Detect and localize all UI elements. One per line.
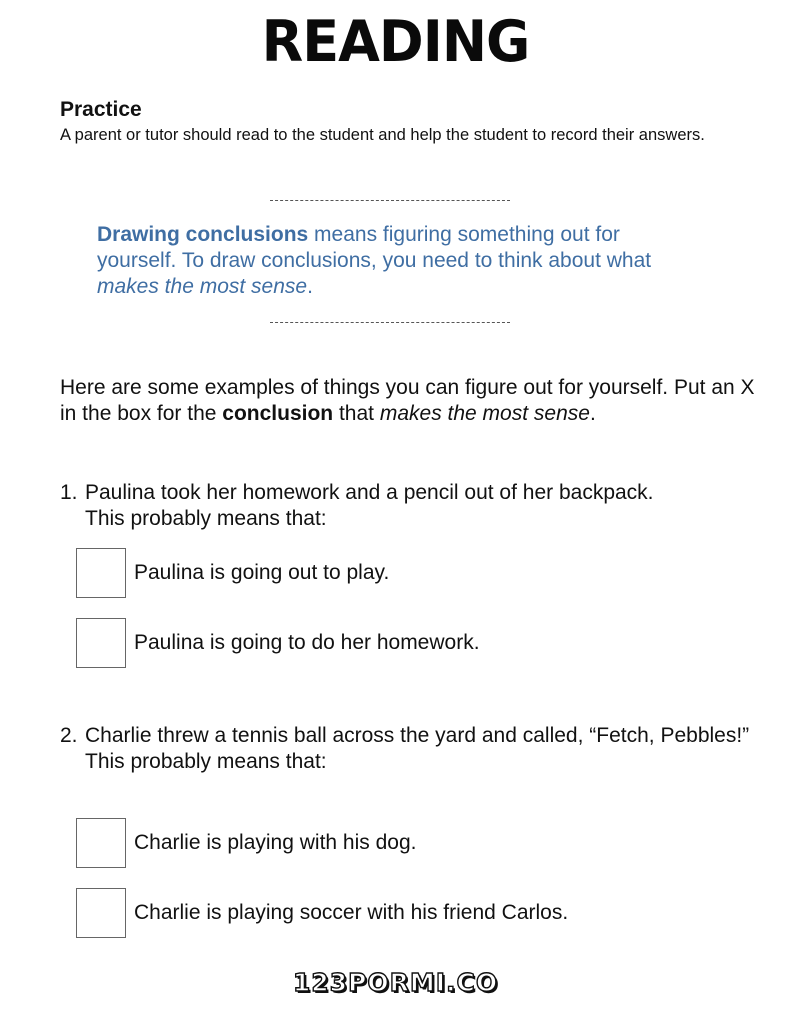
definition-emphasis: makes the most sense (97, 275, 308, 298)
option-label: Charlie is playing with his dog. (134, 831, 417, 854)
question-2-option-a (76, 817, 416, 869)
question-number: 2. (60, 724, 78, 747)
divider-top (270, 200, 510, 201)
question-prompt: Paulina took her homework and a pencil out of her backpack. (85, 481, 654, 504)
practice-instructions: A parent or tutor should read to the student and help the student to record their answers. (60, 126, 705, 144)
page-title: READING (261, 8, 530, 75)
question-2 (60, 723, 750, 775)
answer-checkbox[interactable] (76, 618, 126, 668)
intro-text-1: Here are some examples of things you can figure out for yourself. Put an X in the box for the (60, 376, 755, 425)
divider-bottom (270, 322, 510, 323)
intro-text-2: that (333, 402, 380, 425)
question-2-option-b (76, 887, 568, 939)
intro-paragraph (60, 375, 760, 427)
footer-logo: 123PORMI.CO (292, 968, 499, 997)
definition-term: Drawing conclusions (97, 223, 309, 246)
intro-text-3: . (589, 402, 596, 425)
question-1-option-a (76, 547, 389, 599)
answer-checkbox[interactable] (76, 888, 126, 938)
question-prompt-2: This probably means that: (85, 507, 327, 530)
answer-checkbox[interactable] (76, 548, 126, 598)
definition-text-2: . (307, 275, 313, 298)
definition-text-1: means figuring something out for yourself. To draw conclusions, you need to think about what (97, 223, 652, 272)
practice-heading: Practice (60, 98, 142, 121)
option-label: Paulina is going to do her homework. (134, 631, 480, 654)
option-label: Paulina is going out to play. (134, 561, 390, 584)
question-prompt-2: This probably means that: (85, 750, 327, 773)
question-number: 1. (60, 481, 78, 504)
intro-emphasis: makes the most sense (379, 402, 590, 425)
question-1-option-b (76, 617, 480, 669)
definition-box (97, 222, 657, 300)
question-prompt: Charlie threw a tennis ball across the yard and called, “Fetch, Pebbles!” (85, 724, 750, 747)
question-1 (60, 480, 750, 532)
answer-checkbox[interactable] (76, 818, 126, 868)
intro-bold: conclusion (222, 402, 334, 425)
option-label: Charlie is playing soccer with his friend Carlos. (134, 901, 569, 924)
